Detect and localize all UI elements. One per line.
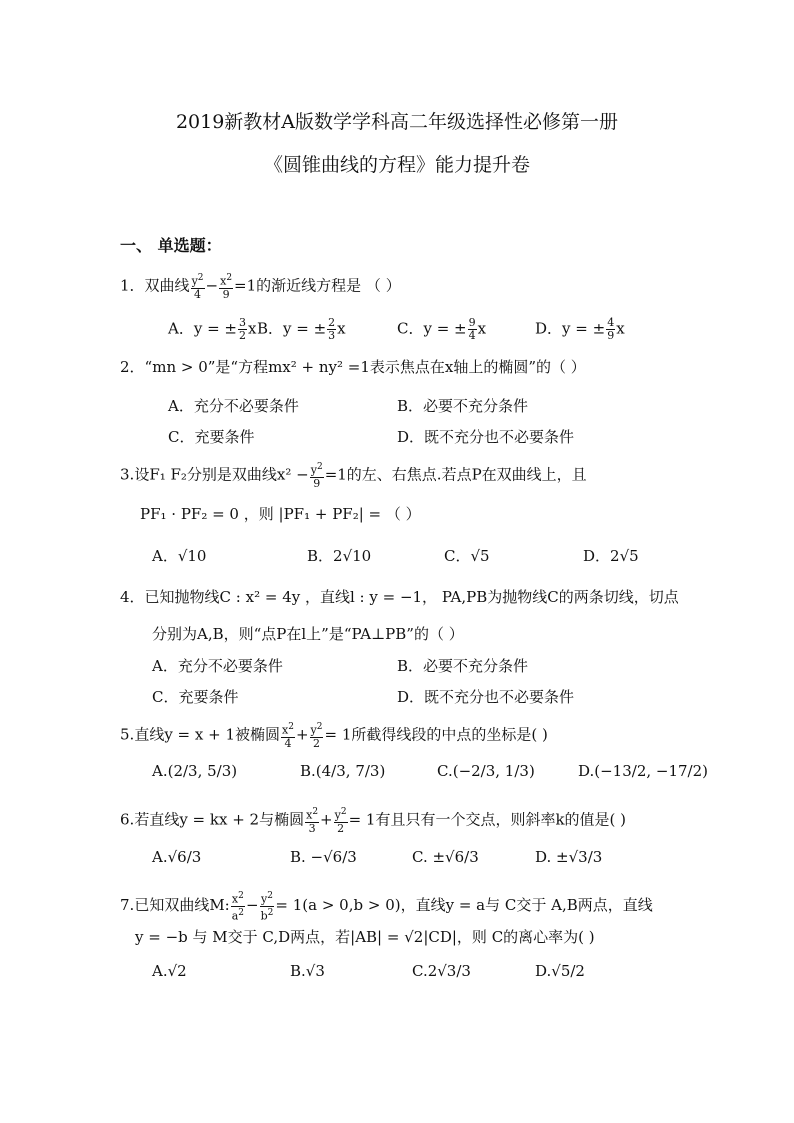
question-stem-end: =1的左、右焦点.若点P在双曲线上，且 xyxy=(324,465,587,484)
option-c: C．√5 xyxy=(444,547,490,565)
question-3 xyxy=(120,461,587,490)
fraction: $\frac{y^2}{9}$ xyxy=(310,462,323,490)
question-stem: “mn > 0”是“方程mx² + ny² =1表示焦点在x轴上的椭圆”的（ ） xyxy=(144,358,586,376)
question-6: 6.若直线y = kx + 2与椭圆 $\frac{x^2}{3}$ + $\frac{y^2}{2}$ = 1有且只有一个交点，则斜率k的值是( ) xyxy=(120,807,627,835)
question-stem-end: = 1有且只有一个交点，则斜率k的值是( ) xyxy=(348,810,627,829)
question-number: 7. xyxy=(120,896,135,915)
question-1: 1．双曲线 $\frac{y^2}{4}$ − $\frac{x^2}{9}$ =1的渐近线方程是 （ ） xyxy=(120,273,401,301)
option-a: A.√6/3 xyxy=(152,848,202,866)
question-stem: 若直线y = kx + 2与椭圆 xyxy=(134,810,305,829)
option-a: A．充分不必要条件 xyxy=(168,397,299,415)
question-3-condition: PF₁ · PF₂ = 0 ，则 |PF₁ + PF₂| = （ ） xyxy=(140,505,421,523)
document-subtitle: 《圆锥曲线的方程》能力提升卷 xyxy=(263,154,530,176)
option-d: D．既不充分也不必要条件 xyxy=(397,688,575,706)
option-c: C. ±√6/3 xyxy=(412,848,479,866)
option-d: D.√5/2 xyxy=(535,962,585,980)
question-stem-end: = 1(a > 0,b > 0)，直线y = a与 C交于 A,B两点，直线 xyxy=(275,896,653,915)
fraction: $\frac{y^2}{2}$ xyxy=(310,722,323,750)
question-5: 5.直线y = x + 1被椭圆 $\frac{x^2}{4}$ + $\frac{y^2}{2}$ = 1所截得线段的中点的坐标是( ) xyxy=(120,722,548,750)
question-2 xyxy=(120,356,586,377)
option-d: D．y = ± $\frac{4}{9}$ x xyxy=(535,316,625,342)
option-c: C．充要条件 xyxy=(168,428,255,446)
option-d: D.(−13/2, −17/2) xyxy=(578,762,709,780)
option-c: C.(−2/3, 1/3) xyxy=(437,762,535,780)
fraction: $\frac{x^2}{3}$ xyxy=(306,807,319,835)
question-7: 7.已知双曲线M: $\frac{x^2}{a^2}$ − $\frac{y^2}{b^2}$ = 1(a > 0,b > 0)，直线y = a与 C交于 A,B两点，直线 xyxy=(120,891,653,923)
fraction: $\frac{y^2}{4}$ xyxy=(191,273,204,301)
question-number: 4． xyxy=(120,588,145,606)
fraction: $\frac{x^2}{4}$ xyxy=(282,722,294,750)
option-b: B.√3 xyxy=(290,962,325,980)
question-number: 3. xyxy=(120,465,135,484)
question-4-line2: 分别为A,B，则“点P在l上”是“PA⊥PB”的（ ） xyxy=(152,625,464,643)
option-a: A．充分不必要条件 xyxy=(152,657,283,675)
option-c: C．充要条件 xyxy=(152,688,239,706)
fraction: $\frac{y^2}{b^2}$ xyxy=(260,891,274,923)
question-stem: 直线y = x + 1被椭圆 xyxy=(134,725,280,744)
question-stem-end: =1的渐近线方程是 （ ） xyxy=(234,276,401,295)
option-b: B. −√6/3 xyxy=(290,848,357,866)
option-b: B．2√10 xyxy=(307,547,372,565)
question-number: 2． xyxy=(120,358,145,376)
section-heading: 一、 单选题： xyxy=(120,236,222,255)
option-b: B．必要不充分条件 xyxy=(397,657,529,675)
question-number: 5. xyxy=(120,725,135,744)
fraction: $\frac{x^2}{9}$ xyxy=(220,273,233,301)
option-d: D. ±√3/3 xyxy=(535,848,603,866)
option-a: A．y = ± $\frac{3}{2}$ x xyxy=(168,316,257,342)
option-a: A.√2 xyxy=(152,962,187,980)
question-number: 1． xyxy=(120,276,145,295)
option-b: B．必要不充分条件 xyxy=(397,397,529,415)
option-c: C.2√3/3 xyxy=(412,962,471,980)
question-4 xyxy=(120,586,679,607)
question-7-line2: y = −b 与 M交于 C,D两点，若|AB| = √2|CD|，则 C的离心率为( ) xyxy=(135,928,595,946)
option-a: A．√10 xyxy=(152,547,207,565)
question-stem: 设F₁ F₂分别是双曲线x² − xyxy=(134,465,309,484)
option-a: A.(2/3, 5/3) xyxy=(152,762,238,780)
question-stem: 已知双曲线M: xyxy=(134,896,230,915)
option-d: D．既不充分也不必要条件 xyxy=(397,428,575,446)
question-number: 6. xyxy=(120,810,135,829)
question-stem: 双曲线 xyxy=(144,276,190,295)
document-title: 2019新教材A版数学学科高二年级选择性必修第一册 xyxy=(175,111,619,133)
fraction: $\frac{y^2}{2}$ xyxy=(334,807,347,835)
option-c: C．y = ± $\frac{9}{4}$ x xyxy=(397,316,487,342)
question-stem: 已知抛物线C : x² = 4y ，直线l : y = −1， PA,PB为抛物线C的两条切线，切点 xyxy=(144,588,679,606)
option-b: B．y = ± $\frac{2}{3}$ x xyxy=(257,316,346,342)
option-d: D．2√5 xyxy=(583,547,639,565)
option-b: B.(4/3, 7/3) xyxy=(300,762,386,780)
fraction: $\frac{x^2}{a^2}$ xyxy=(231,891,245,923)
question-stem-end: = 1所截得线段的中点的坐标是( ) xyxy=(324,725,548,744)
